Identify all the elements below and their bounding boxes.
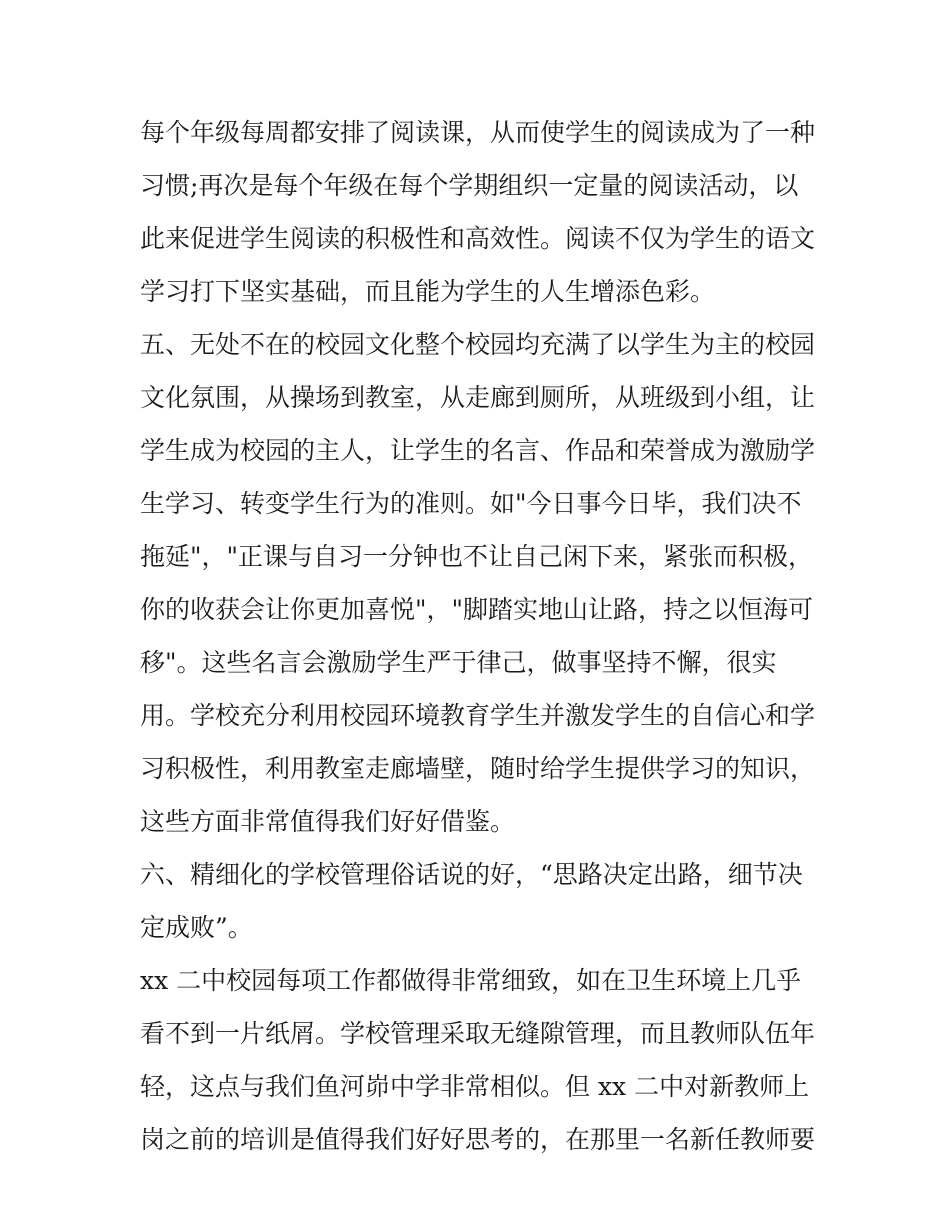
text-line: 定成败”。 [140,913,253,942]
text-line: 移"。这些名言会激励学生严于律己，做事坚持不懈，很实 [140,648,777,677]
section-heading-six: 六、精细化的学校管理俗话说的好，“思路决定出路，细节决 [140,860,803,889]
text-line: 学生成为校园的主人，让学生的名言、作品和荣誉成为激励学 [140,436,816,465]
text-line: 用。学校充分利用校园环境教育学生并激发学生的自信心和学 [140,701,816,730]
section-heading-five: 五、无处不在的校园文化整个校园均充满了以学生为主的校园 [140,330,816,359]
text-line: 拖延"，"正课与自习一分钟也不让自己闲下来，紧张而积极， [140,542,814,571]
text-line: 你的收获会让你更加喜悦"，"脚踏实地山让路，持之以恒海可 [140,595,814,624]
text-line: 每个年级每周都安排了阅读课，从而使学生的阅读成为了一种 [140,118,816,147]
text-line: 轻，这点与我们鱼河峁中学非常相似。但 xx 二中对新教师上 [140,1072,810,1101]
text-line: xx 二中校园每项工作都做得非常细致，如在卫生环境上几乎 [140,966,802,995]
text-line: 这些方面非常值得我们好好借鉴。 [140,807,516,836]
text-line: 习惯;再次是每个年级在每个学期组织一定量的阅读活动，以 [140,171,799,200]
text-line: 此来促进学生阅读的积极性和高效性。阅读不仅为学生的语文 [140,224,816,253]
text-line: 看不到一片纸屑。学校管理采取无缝隙管理，而且教师队伍年 [140,1019,816,1048]
text-line: 文化氛围，从操场到教室，从走廊到厕所，从班级到小组，让 [140,383,816,412]
text-line: 学习打下坚实基础，而且能为学生的人生增添色彩。 [140,277,716,306]
text-line: 生学习、转变学生行为的准则。如"今日事今日毕，我们决不 [140,489,802,518]
text-line: 岗之前的培训是值得我们好好思考的，在那里一名新任教师要 [140,1125,816,1154]
text-line: 习积极性，利用教室走廊墙壁，随时给学生提供学习的知识， [140,754,816,783]
body-text [140,106,840,1166]
